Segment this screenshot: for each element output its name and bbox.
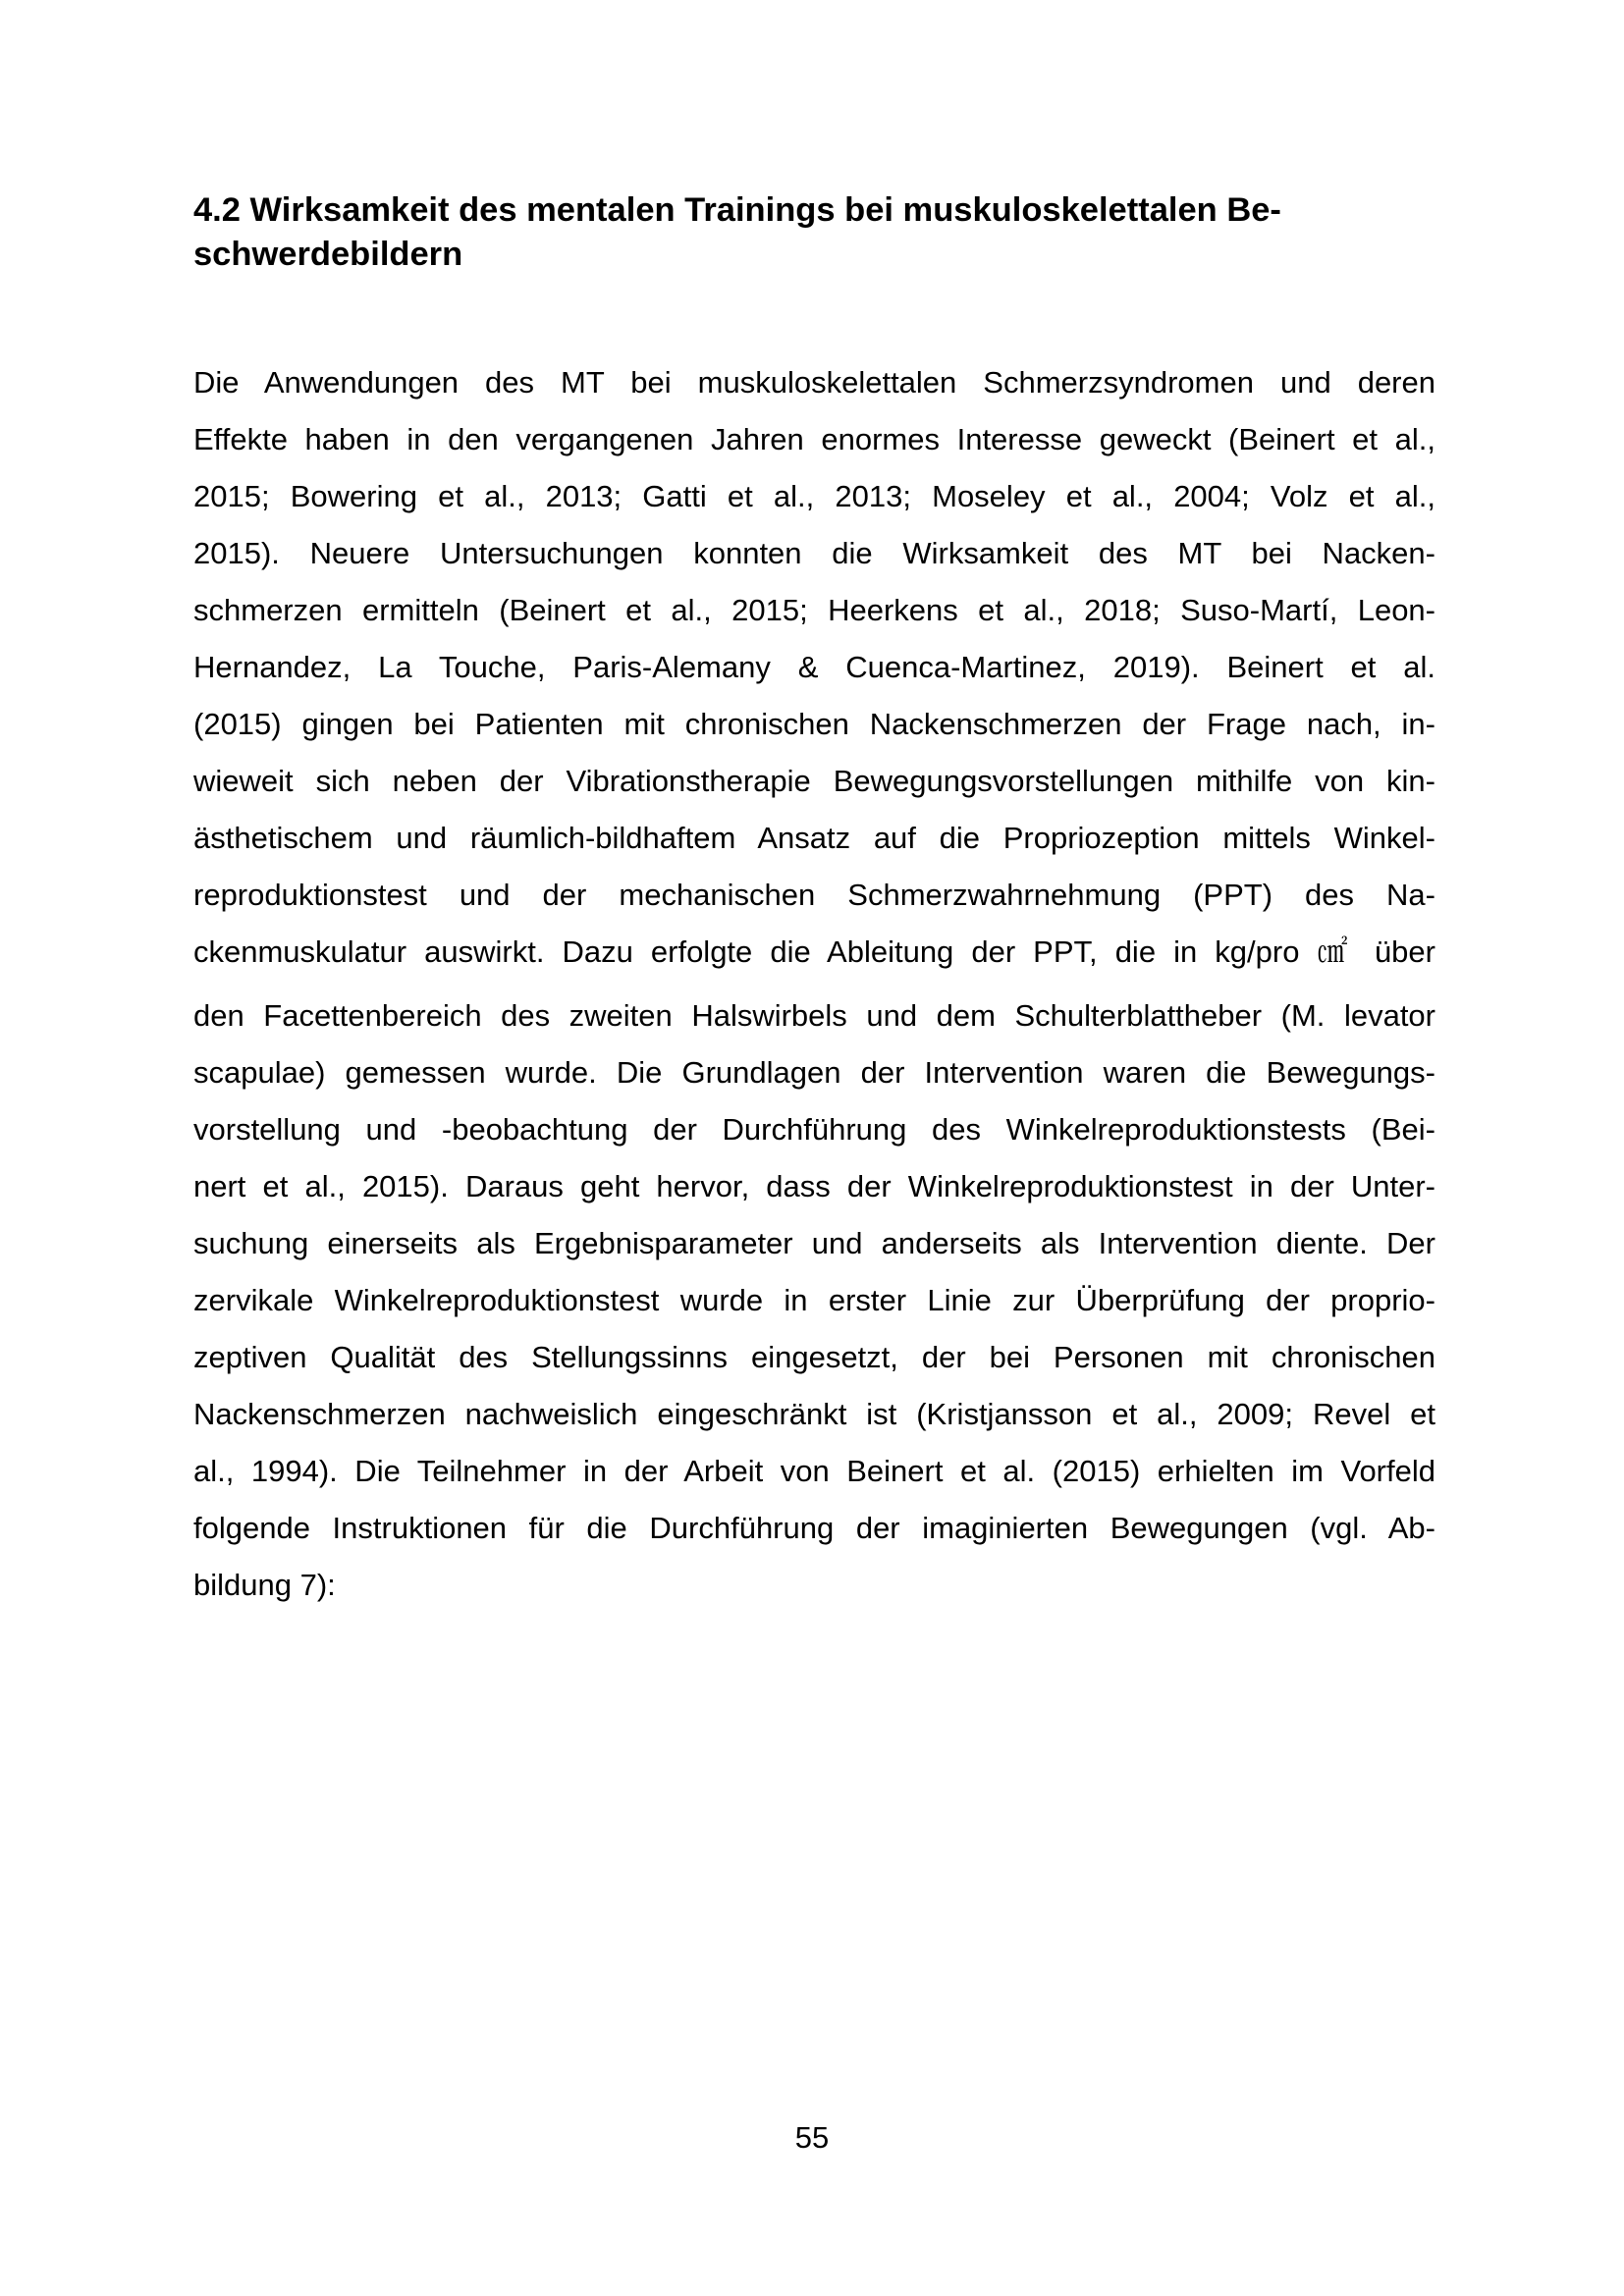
paragraph-line: 2015). Neuere Untersuchungen konnten die Wirksamkeit des MT bei Nacken- bbox=[193, 536, 1435, 570]
paragraph-line: zervikale Winkelreproduktionstest wurde in erster Linie zur Überprüfung der proprio- bbox=[193, 1283, 1435, 1317]
paragraph-line: (2015) gingen bei Patienten mit chronischen Nackenschmerzen der Frage nach, in- bbox=[193, 707, 1435, 741]
paragraph-line: al., 1994). Die Teilnehmer in der Arbeit von Beinert et al. (2015) erhielten im Vorfeld bbox=[193, 1454, 1435, 1488]
paragraph-line: Nackenschmerzen nachweislich eingeschränkt ist (Kristjansson et al., 2009; Revel et bbox=[193, 1397, 1435, 1431]
paragraph-line: suchung einerseits als Ergebnisparameter und anderseits als Intervention diente. Der bbox=[193, 1226, 1435, 1260]
body-paragraph bbox=[193, 354, 1435, 1614]
paragraph-line: Hernandez, La Touche, Paris-Alemany & Cuenca-Martinez, 2019). Beinert et al. bbox=[193, 650, 1435, 684]
paragraph-line: schmerzen ermitteln (Beinert et al., 2015; Heerkens et al., 2018; Suso-Martí, Leon- bbox=[193, 593, 1435, 627]
section-heading-line: schwerdebildern bbox=[193, 236, 463, 273]
paragraph-line: vorstellung und -beobachtung der Durchführung des Winkelreproduktionstests (Bei- bbox=[193, 1112, 1435, 1147]
paragraph-line: bildung 7): bbox=[193, 1568, 336, 1602]
section-heading bbox=[193, 188, 1440, 277]
paragraph-line: nert et al., 2015). Daraus geht hervor, dass der Winkelreproduktionstest in der Unter- bbox=[193, 1169, 1435, 1203]
paragraph-line: Die Anwendungen des MT bei muskuloskelettalen Schmerzsyndromen und deren bbox=[193, 365, 1435, 400]
paragraph-line: zeptiven Qualität des Stellungssinns eingesetzt, der bei Personen mit chronischen bbox=[193, 1340, 1435, 1374]
paragraph-line: folgende Instruktionen für die Durchführung der imaginierten Bewegungen (vgl. Ab- bbox=[193, 1511, 1435, 1545]
paragraph-line: ckenmuskulatur auswirkt. Dazu erfolgte die Ableitung der PPT, die in kg/pro ㎠ über bbox=[193, 934, 1435, 969]
paragraph-line: den Facettenbereich des zweiten Halswirbels und dem Schulterblattheber (M. levator bbox=[193, 998, 1435, 1033]
paragraph-line: 2015; Bowering et al., 2013; Gatti et al., 2013; Moseley et al., 2004; Volz et al., bbox=[193, 479, 1435, 513]
page-number: 55 bbox=[794, 2120, 830, 2155]
section-heading-line: 4.2 Wirksamkeit des mentalen Trainings bei muskuloskelettalen Be- bbox=[193, 191, 1281, 229]
paragraph-line: ästhetischem und räumlich-bildhaftem Ansatz auf die Propriozeption mittels Winkel- bbox=[193, 821, 1435, 855]
paragraph-line: wieweit sich neben der Vibrationstherapie Bewegungsvorstellungen mithilfe von kin- bbox=[193, 764, 1435, 798]
paragraph-line: Effekte haben in den vergangenen Jahren enormes Interesse geweckt (Beinert et al., bbox=[193, 422, 1435, 456]
paragraph-line: scapulae) gemessen wurde. Die Grundlagen der Intervention waren die Bewegungs- bbox=[193, 1055, 1435, 1090]
paragraph-line: reproduktionstest und der mechanischen Schmerzwahrnehmung (PPT) des Na- bbox=[193, 878, 1435, 912]
